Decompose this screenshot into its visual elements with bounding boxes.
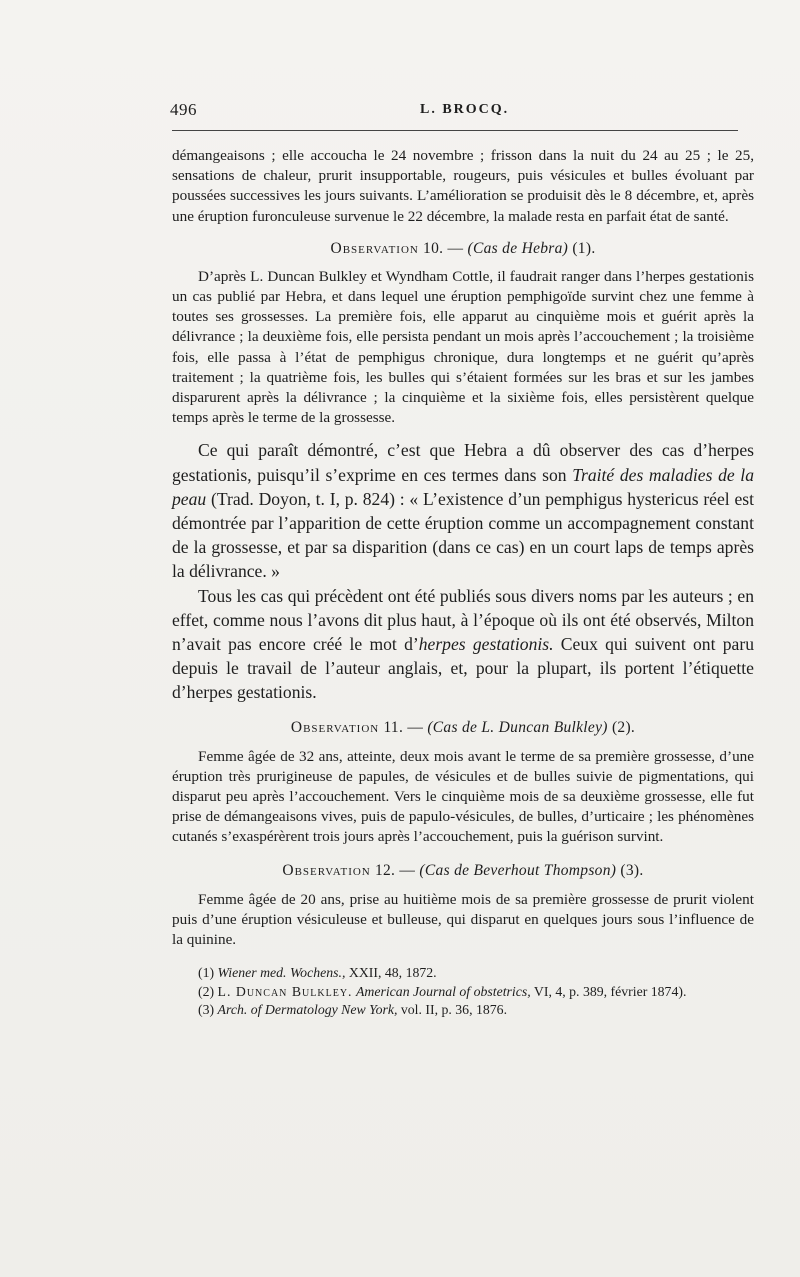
observation-dash: — bbox=[447, 239, 464, 257]
observation-footnote-ref: (2). bbox=[611, 718, 636, 736]
footnote-number: (1) bbox=[198, 965, 215, 981]
observation-case: (Cas de L. Duncan Bulkley) bbox=[427, 718, 608, 736]
text-fragment: Ce qui paraît démontré, c’est que Hebra a dû observer des cas d’herpes gestationis, puisqu’il s’exprime en ces termes dans son bbox=[172, 440, 754, 485]
book-title: Traité des maladies de la peau bbox=[172, 464, 754, 509]
observation-case: (Cas de Hebra) bbox=[467, 239, 569, 257]
footnote-2 bbox=[172, 983, 754, 1001]
paragraph-continuation-block bbox=[172, 146, 754, 227]
footnote-source: Wiener med. Wochens., bbox=[217, 965, 346, 981]
observation-12-title bbox=[172, 861, 754, 881]
page-body bbox=[172, 146, 754, 1019]
observation-footnote-ref: (1). bbox=[572, 239, 596, 257]
observation-number: 10. bbox=[423, 239, 444, 257]
observation-label: Observation bbox=[290, 718, 380, 736]
footnote-author: L. Duncan Bulkley. bbox=[217, 983, 353, 999]
observation-dash: — bbox=[407, 718, 424, 736]
paragraph-hebra bbox=[172, 438, 754, 583]
observation-dash: — bbox=[399, 861, 416, 879]
footnote-detail: XXII, 48, 1872. bbox=[345, 965, 437, 981]
observation-number: 11. bbox=[383, 718, 404, 736]
observation-number: 12. bbox=[374, 861, 396, 879]
running-head: L. BROCQ. bbox=[420, 102, 510, 117]
observation-11-title bbox=[172, 718, 754, 738]
italic-term: herpes gestationis. bbox=[418, 634, 554, 655]
observation-11-text bbox=[172, 747, 754, 848]
footnote-detail: VI, 4, p. 389, février 1874). bbox=[530, 983, 687, 999]
page-header bbox=[170, 100, 750, 126]
paragraph-continuation: démangeaisons ; elle accoucha le 24 novembre ; frisson dans la nuit du 24 au 25 ; le 25, sensations de chaleur, prurit insupportable, rougeurs, puis vésicules et bulles évoluant par poussées successives les jours suivants. L’amélioration se produisit dès le 8 décembre, et, après une éruption furonculeuse survenue le 22 décembre, la malade resta en parfait état de santé. bbox=[172, 147, 754, 225]
footnote-source: Arch. of Dermatology New York, bbox=[217, 1001, 398, 1017]
footnote-1 bbox=[172, 964, 754, 982]
paragraph-obs11: Femme âgée de 32 ans, atteinte, deux mois avant le terme de sa première grossesse, d’une éruption très prurigineuse de papules, de vésicules et de bulles suivie de pigmentations, qui disparut peu après l’accouchement. Vers le cinquième mois de sa deuxième grossesse, elle fut prise de démangeaisons vives, puis de papulo-vésicules, de bulles, d’urticaire ; les phénomènes cutanés s’exaspérèrent trois jours après l’accouchement, puis la guérison survint. bbox=[172, 747, 754, 846]
observation-label: Observation bbox=[330, 239, 419, 257]
observation-10-text bbox=[172, 267, 754, 429]
footnotes bbox=[172, 964, 754, 1019]
observation-case: (Cas de Beverhout Thompson) bbox=[419, 861, 617, 879]
footnote-3 bbox=[172, 1001, 754, 1019]
header-rule bbox=[172, 130, 738, 131]
footnote-detail: vol. II, p. 36, 1876. bbox=[397, 1001, 508, 1017]
observation-10-title bbox=[172, 239, 754, 259]
paragraph-obs12: Femme âgée de 20 ans, prise au huitième mois de sa première grossesse de prurit violent puis d’une éruption vésiculeuse et bulleuse, qui disparut en quelques jours sous l’influence de la quinine. bbox=[172, 890, 754, 949]
text-fragment: Tous les cas qui précèdent ont été publiés sous divers noms par les auteurs ; en effet, comme nous l’avons dit plus haut, à l’époque où ils ont été observés, Milton n’avait pas encore créé le mot d’ bbox=[172, 585, 754, 655]
footnote-number: (2) bbox=[198, 983, 215, 999]
paragraph-obs10: D’après L. Duncan Bulkley et Wyndham Cottle, il faudrait ranger dans l’herpes gestationis un cas publié par Hebra, et dans lequel une éruption pemphigoïde survint chez une femme à toutes ses grossesses. La première fois, elle apparut au cinquième mois et guérit après la délivrance ; la deuxième fois, elle persista pendant un mois après l’accouchement ; la troisième fois, elle passa à l’état de pemphigus chronique, dura longtemps et ne guérit qu’après traitement ; la quatrième fois, les bulles qui s’étaient formées sur les bras et sur les jambes disparurent après la délivrance ; la cinquième et la sixième fois, elles persistèrent quelque temps après le terme de la grossesse. bbox=[172, 267, 754, 427]
observation-label: Observation bbox=[282, 861, 371, 879]
observation-12-text bbox=[172, 890, 754, 951]
page-number: 496 bbox=[170, 100, 197, 119]
paragraph-cases bbox=[172, 584, 754, 705]
text-fragment: Ceux qui suivent ont paru depuis le travail de l’auteur anglais, et, pour la plupart, ils portent l’étiquette d’herpes gestationis. bbox=[172, 634, 754, 703]
footnote-number: (3) bbox=[198, 1001, 215, 1017]
footnote-source: American Journal of obstetrics, bbox=[355, 983, 531, 999]
main-text-block bbox=[172, 438, 754, 704]
text-fragment: (Trad. Doyon, t. I, p. 824) : « L’existence d’un pemphigus hystericus réel est démontrée par l’apparition de cette éruption comme un accompagnement constant de la grossesse, et par sa disparition (dans ce cas) en un court laps de temps après la délivrance. » bbox=[172, 488, 754, 582]
observation-footnote-ref: (3). bbox=[620, 861, 644, 879]
